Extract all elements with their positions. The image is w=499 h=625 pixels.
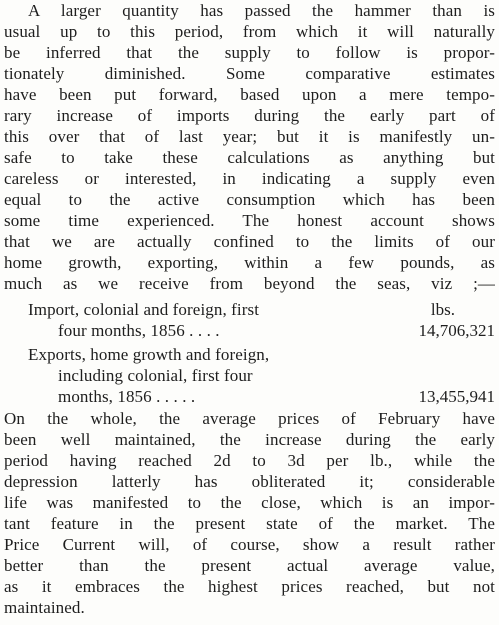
paragraph-1-line-9: careless or interested, in indicating a supply even	[4, 169, 495, 188]
paragraph-1-line-5: have been put forward, based upon a mere tempo-	[4, 85, 495, 104]
export-label-line-2: including colonial, first four	[58, 366, 253, 385]
unit-label: lbs.	[430, 300, 455, 319]
import-label-line-2: four months, 1856 . . . .	[58, 321, 220, 340]
paragraph-1-line-1: A larger quantity has passed the hammer than is	[28, 1, 495, 20]
paragraph-2-line-6: tant feature in the present state of the market. The	[4, 514, 495, 533]
paragraph-2-line-3: period having reached 2d to 3d per lb., while the	[4, 451, 495, 470]
paragraph-2-line-8: better than the present actual average value,	[4, 556, 495, 575]
export-label-line-1: Exports, home growth and foreign,	[28, 345, 270, 364]
paragraph-1-line-3: be inferred that the supply to follow is propor-	[4, 43, 495, 62]
paragraph-1-line-8: safe to take these calculations as anything but	[4, 148, 495, 167]
import-label-line-1: Import, colonial and foreign, first	[28, 300, 260, 319]
paragraph-2-line-4: depression latterly has obliterated it; considerable	[4, 472, 495, 491]
paragraph-2-line-9: as it embraces the highest prices reached, but not	[4, 577, 495, 596]
paragraph-1-line-12: that we are actually confined to the limits of our	[4, 232, 495, 251]
paragraph-1-line-10: equal to the active consumption which has been	[4, 190, 495, 209]
paragraph-2-line-1: On the whole, the average prices of February have	[4, 409, 495, 428]
paragraph-1-line-6: rary increase of imports during the early part of	[4, 106, 495, 125]
paragraph-2-line-5: life was manifested to the close, which is an impor-	[4, 493, 495, 512]
import-value: 14,706,321	[418, 321, 495, 340]
paragraph-1-line-2: usual up to this period, from which it will naturally	[4, 22, 495, 41]
paragraph-1-line-13: home growth, exporting, within a few pounds, as	[4, 253, 495, 272]
export-label-line-3: months, 1856 . . . . .	[58, 387, 196, 406]
paragraph-2-line-7: Price Current will, of course, show a result rather	[4, 535, 495, 554]
export-value: 13,455,941	[418, 387, 495, 406]
paragraph-2-line-2: been well maintained, the increase during the early	[4, 430, 495, 449]
paragraph-1-line-7: this over that of last year; but it is manifestly un-	[4, 127, 495, 146]
paragraph-1-line-14: much as we receive from beyond the seas, viz ;—	[4, 274, 495, 293]
paragraph-2-line-10: maintained.	[4, 598, 85, 617]
paragraph-1-line-11: some time experienced. The honest account shows	[4, 211, 495, 230]
paragraph-1-line-4: tionately diminished. Some comparative estimates	[4, 64, 495, 83]
